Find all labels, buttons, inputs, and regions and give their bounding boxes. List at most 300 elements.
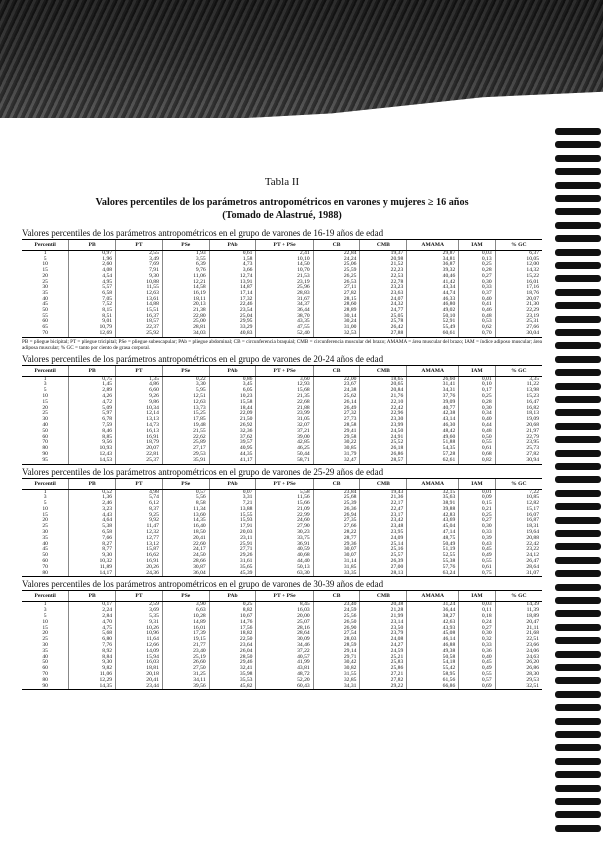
table-cell: 6,39 (162, 262, 209, 268)
table-cell: 0,49 (459, 666, 495, 672)
spiral-ring (555, 798, 601, 805)
table-cell: 3,69 (116, 608, 163, 614)
table-cell: 12,21 (162, 280, 209, 286)
table-cell: 19,64 (495, 530, 542, 536)
column-header: PT + PSe (256, 478, 313, 489)
table-cell: 2,46 (69, 501, 116, 507)
table-cell: 22,84 (313, 251, 360, 257)
table-cell: 52,20 (256, 678, 313, 684)
spiral-ring (555, 235, 601, 242)
table-cell: 10,28 (162, 614, 209, 620)
table-cell: 27,71 (209, 547, 256, 553)
table-footnote: PB = pliegue bicipital; PT = pliegue tricipital; PSe = pliegue subescapular; PAb = pliegue abdominal; CB = circunferencia braquial; CMB = circunferencia muscular del brazo; AMAMA = área muscular del brazo; IAM = índice adiposo muscular; área adiposa muscular; % GC = tanto por ciento de grasa corporal. (22, 338, 542, 351)
spiral-ring (555, 731, 601, 738)
table-cell: 10,70 (256, 268, 313, 274)
table-cell: 2,84 (69, 614, 116, 620)
table-cell: 0,27 (459, 626, 495, 632)
table-cell: 12,51 (162, 394, 209, 400)
table-cell: 10,34 (116, 406, 163, 412)
table-cell: 24,36 (116, 571, 163, 577)
table-cell: 29,14 (313, 649, 360, 655)
table-cell: 27,32 (313, 411, 360, 417)
table-cell: 31,00 (313, 325, 360, 331)
table-cell: 25,62 (313, 394, 360, 400)
table-cell: 6,78 (69, 417, 116, 423)
table-cell: 31,85 (313, 565, 360, 571)
table-cell: 25,68 (313, 495, 360, 501)
table-cell: 26,14 (313, 400, 360, 406)
table-cell: 26,47 (495, 559, 542, 565)
spiral-ring (555, 597, 601, 604)
table-cell: 20,18 (116, 672, 163, 678)
table-cell: 0,55 (459, 440, 495, 446)
table-cell: 27,82 (495, 452, 542, 458)
table-cell: 42,85 (256, 440, 313, 446)
percentile-table (22, 590, 542, 690)
table-cell: 28,03 (313, 637, 360, 643)
table-cell: 10,79 (69, 325, 116, 331)
table-cell: 26,39 (360, 559, 407, 565)
table-cell: 22,09 (209, 411, 256, 417)
spiral-ring (555, 785, 601, 792)
table-cell: 9,76 (162, 268, 209, 274)
table-cell: 10,96 (116, 631, 163, 637)
table-cell: 23,95 (495, 440, 542, 446)
spiral-ring (555, 128, 601, 135)
table-row (22, 571, 542, 577)
table-cell: 0,86 (209, 376, 256, 382)
table-cell: 17,16 (495, 285, 542, 291)
table-cell: 16,87 (495, 518, 542, 524)
table-cell: 37,76 (407, 394, 459, 400)
table-cell: 46,30 (407, 423, 459, 429)
table-cell: 44,35 (209, 452, 256, 458)
spiral-ring (555, 718, 601, 725)
table-cell: 42,38 (407, 411, 459, 417)
table-cell: 50,49 (407, 542, 459, 548)
table-cell: 22,00 (313, 376, 360, 382)
table-cell: 42,83 (407, 513, 459, 519)
table-cell: 37,22 (256, 649, 313, 655)
table-cell: 9,30 (69, 660, 116, 666)
table-cell: 25 (42, 636, 48, 643)
table-cell: 40 (42, 653, 48, 660)
table-cell: 26,60 (407, 376, 459, 382)
table-cell: 95 (22, 458, 69, 464)
spiral-ring (555, 584, 601, 591)
table-row (22, 684, 542, 690)
table-cell: 8,51 (69, 314, 116, 320)
table-cell: 26,60 (162, 660, 209, 666)
table-cell: 16,62 (116, 553, 163, 559)
table-cell: 22,81 (116, 452, 163, 458)
table-cell: 18,50 (162, 530, 209, 536)
table-cell: 0,75 (69, 376, 116, 382)
table-cell: 29,87 (407, 251, 459, 257)
table-cell: 5,56 (162, 495, 209, 501)
percentile-table (22, 365, 542, 465)
table-cell: 25,86 (360, 666, 407, 672)
table-cell: 0,61 (459, 565, 495, 571)
table-cell: 40,46 (407, 274, 459, 280)
table-cell: 27,35 (313, 518, 360, 524)
table-cell: 28,89 (313, 308, 360, 314)
table-cell: 30,85 (313, 446, 360, 452)
table-cell: 9,30 (116, 274, 163, 280)
table-cell: 32,51 (495, 684, 542, 690)
table-cell: 12,29 (69, 678, 116, 684)
table-cell: 27,66 (495, 325, 542, 331)
table-cell: 34,46 (256, 643, 313, 649)
table-cell: 0,33 (459, 643, 495, 649)
table-cell: 0,34 (459, 411, 495, 417)
spiral-ring (555, 758, 601, 765)
table-cell: 1 (43, 488, 47, 495)
table-cell: 0,97 (69, 251, 116, 257)
table-cell: 23,63 (360, 291, 407, 297)
column-header: IAM (459, 591, 495, 602)
table-cell: 0,21 (459, 507, 495, 513)
column-header: IAM (459, 365, 495, 376)
table-cell: 32,85 (313, 678, 360, 684)
table-cell: 45,82 (209, 684, 256, 690)
table-cell: 0,49 (459, 553, 495, 559)
table-cell: 27,88 (360, 331, 407, 337)
table-cell: 4,54 (69, 274, 116, 280)
table-cell: 34,11 (162, 678, 209, 684)
table-cell: 39,09 (407, 400, 459, 406)
table-cell: 35,65 (209, 565, 256, 571)
spiral-ring (555, 811, 601, 818)
table-cell: 37,62 (209, 435, 256, 441)
table-cell: 30 (42, 416, 48, 423)
spiral-ring (555, 289, 601, 296)
table-cell: 14,73 (116, 423, 163, 429)
table-cell: 55,49 (407, 325, 459, 331)
table-cell: 26,42 (360, 325, 407, 331)
table-cell: 0,43 (459, 542, 495, 548)
table-cell: 23,19 (495, 314, 542, 320)
table-cell: 20,65 (360, 382, 407, 388)
table-cell: 9,26 (116, 394, 163, 400)
table-cell: 25,37 (116, 458, 163, 464)
table-cell: 7,22 (495, 489, 542, 495)
table-cell: 3,30 (162, 382, 209, 388)
table-cell: 19,09 (495, 417, 542, 423)
table-cell: 35,63 (407, 495, 459, 501)
table-cell: 60 (42, 558, 48, 565)
table-cell: 15 (42, 398, 48, 405)
table-cell: 11,22 (495, 382, 542, 388)
table-cell: 50,13 (256, 565, 313, 571)
table-cell: 80 (42, 445, 48, 452)
table-cell: 12,69 (69, 331, 116, 337)
table-cell: 29,26 (209, 553, 256, 559)
table-cell: 0,17 (459, 388, 495, 394)
table-cell: 21,36 (360, 495, 407, 501)
table-cell: 18,31 (495, 524, 542, 530)
table-cell: 21,55 (162, 429, 209, 435)
table-cell: 16,91 (116, 435, 163, 441)
table-cell: 0,07 (209, 489, 256, 495)
table-cell: 5,95 (162, 388, 209, 394)
table-cell: 28,81 (162, 325, 209, 331)
table-cell: 21,28 (360, 608, 407, 614)
table-cell: 25,78 (360, 319, 407, 325)
table-row (22, 458, 542, 464)
table-header-row (22, 365, 542, 376)
table-cell: 24,06 (495, 649, 542, 655)
table-cell: 29,53 (495, 678, 542, 684)
table-cell: 50,10 (407, 314, 459, 320)
table-cell: 34,31 (313, 684, 360, 690)
table-cell: 5 (43, 387, 47, 394)
title-line-1: Valores percentiles de los parámetros antropométricos en varones y mujeres ≥ 16 años (95, 197, 469, 208)
table-cell: 5 (43, 613, 47, 620)
table-cell: 26,90 (313, 626, 360, 632)
table-cell: 12,00 (495, 262, 542, 268)
table-cell: 39,00 (256, 435, 313, 441)
table-cell: 7,76 (69, 643, 116, 649)
table-cell: 28,59 (313, 643, 360, 649)
spiral-ring (555, 249, 601, 256)
table-cell: 35 (42, 647, 48, 654)
table-cell: 40,83 (209, 331, 256, 337)
table-cell: 1,93 (162, 251, 209, 257)
column-header: CB (313, 478, 360, 489)
table-cell: 28,22 (313, 530, 360, 536)
table-cell: 21,11 (495, 626, 542, 632)
table-cell: 40,57 (256, 655, 313, 661)
table-cell: 4,75 (69, 626, 116, 632)
table-cell: 8,58 (162, 501, 209, 507)
table-cell: 16,01 (495, 280, 542, 286)
table-cell: 0,46 (459, 308, 495, 314)
table-cell: 12,14 (116, 411, 163, 417)
table-cell: 20,00 (256, 614, 313, 620)
table-cell: 23,66 (495, 643, 542, 649)
table-cell: 22,46 (209, 302, 256, 308)
spiral-ring (555, 222, 601, 229)
table-cell: 26,86 (360, 452, 407, 458)
table-cell: 60,43 (256, 684, 313, 690)
table-cell: 38,27 (407, 614, 459, 620)
table-header-row (22, 478, 542, 489)
spiral-ring (555, 208, 601, 215)
table-cell: 51,88 (407, 440, 459, 446)
table-cell: 30,87 (162, 565, 209, 571)
table-cell: 28,64 (495, 565, 542, 571)
table-cell: 1 (43, 601, 47, 608)
table-cell: 18,76 (495, 291, 542, 297)
table-cell: 15,23 (495, 394, 542, 400)
section-title: Valores percentiles de los parámetros antropométricos en el grupo de varones de 20-24 años de edad (22, 353, 384, 364)
table-cell: 23,17 (360, 513, 407, 519)
table-cell: 0,11 (459, 608, 495, 614)
table-cell: 4,72 (69, 400, 116, 406)
table-cell: 40 (42, 295, 48, 302)
table-cell: 24,24 (313, 257, 360, 263)
table-cell: 3 (43, 607, 47, 614)
table-cell: 25,39 (313, 501, 360, 507)
table-cell: 60 (42, 318, 48, 325)
table-cell: 23,14 (360, 620, 407, 626)
table-cell: 45,39 (209, 571, 256, 577)
spiral-ring (555, 316, 601, 323)
table-cell: 9,82 (69, 666, 116, 672)
table-cell: 8,77 (69, 547, 116, 553)
table-cell: 14,35 (69, 684, 116, 690)
table-cell: 13,98 (495, 388, 542, 394)
spiral-ring (555, 409, 601, 416)
table-cell: 36,91 (256, 542, 313, 548)
table-cell: 13,13 (116, 417, 163, 423)
table-cell: 4,95 (69, 280, 116, 286)
table-cell: 10,32 (69, 559, 116, 565)
table-cell: 66,86 (407, 684, 459, 690)
table-cell: 23,79 (360, 631, 407, 637)
table-cell: 21,88 (256, 406, 313, 412)
table-cell: 2,24 (69, 608, 116, 614)
table-cell: 25,07 (256, 620, 313, 626)
column-header: CB (313, 365, 360, 376)
spiral-ring (555, 342, 601, 349)
table-cell: 16,91 (116, 559, 163, 565)
table-cell: 26,92 (209, 423, 256, 429)
table-cell: 0,24 (459, 620, 495, 626)
spiral-ring (555, 637, 601, 644)
table-cell: 27,82 (313, 291, 360, 297)
table-cell: 5 (43, 255, 47, 262)
table-cell: 6,12 (116, 501, 163, 507)
scan-shadow-top (0, 0, 603, 135)
table-cell: 46,88 (407, 643, 459, 649)
column-header: PT + PSe (256, 365, 313, 376)
table-cell: 47,14 (407, 530, 459, 536)
table-cell: 23,50 (360, 626, 407, 632)
table-cell: 19,48 (162, 423, 209, 429)
table-cell: 1 (43, 375, 47, 382)
table-cell: 28,15 (313, 297, 360, 303)
table-cell: 48,42 (407, 429, 459, 435)
table-cell: 26,20 (495, 660, 542, 666)
table-cell: 0,30 (459, 524, 495, 530)
table-cell: 0,48 (459, 314, 495, 320)
table-cell: 30,09 (256, 637, 313, 643)
table-cell: 22,10 (360, 400, 407, 406)
table-cell: 12,63 (116, 291, 163, 297)
table-cell: 39,32 (407, 268, 459, 274)
table-cell: 51,19 (407, 547, 459, 553)
table-cell: 21,53 (256, 274, 313, 280)
table-cell: 33,29 (209, 325, 256, 331)
table-cell: 20 (42, 272, 48, 279)
spiral-ring (555, 356, 601, 363)
table-cell: 0,70 (459, 331, 495, 337)
table-cell: 22,17 (360, 501, 407, 507)
table-cell: 26,49 (313, 406, 360, 412)
table-cell: 22,42 (495, 542, 542, 548)
table-cell: 28,66 (162, 559, 209, 565)
table-cell: 0,40 (459, 297, 495, 303)
column-header: Percentil (22, 591, 69, 602)
table-cell: 49,02 (407, 308, 459, 314)
table-cell: 30,07 (313, 547, 360, 553)
table-cell: 20,41 (116, 678, 163, 684)
table-cell: 24,63 (495, 655, 542, 661)
table-cell: 62,61 (407, 458, 459, 464)
table-cell: 70 (42, 563, 48, 570)
table-cell: 15 (42, 624, 48, 631)
table-cell: 10,23 (209, 394, 256, 400)
table-cell: 5,57 (69, 285, 116, 291)
table-cell: 3,49 (116, 257, 163, 263)
table-cell: 25,14 (360, 542, 407, 548)
spiral-ring (555, 155, 601, 162)
table-cell: 80 (42, 676, 48, 683)
table-cell: 9,56 (69, 440, 116, 446)
table-cell: 29,71 (313, 655, 360, 661)
table-cell: 15,66 (256, 501, 313, 507)
column-header: % GC (495, 365, 542, 376)
table-cell: 3,60 (256, 376, 313, 382)
spiral-ring (555, 825, 601, 832)
table-cell: 14,58 (162, 285, 209, 291)
spiral-ring (555, 329, 601, 336)
table-cell: 31,55 (313, 672, 360, 678)
table-cell: 28,16 (256, 626, 313, 632)
table-cell: 46,14 (407, 637, 459, 643)
table-cell: 15 (42, 511, 48, 518)
table-cell: 15,93 (209, 518, 256, 524)
table-cell: 17,32 (209, 297, 256, 303)
table-cell: 7,59 (69, 423, 116, 429)
table-cell: 50 (42, 307, 48, 314)
table-cell: 9,92 (116, 518, 163, 524)
table-cell: 12,66 (116, 643, 163, 649)
table-cell: 22,50 (209, 637, 256, 643)
table-cell: 42,63 (407, 620, 459, 626)
table-cell: 11,47 (116, 524, 163, 530)
table-cell: 58,95 (407, 672, 459, 678)
table-cell: 0,32 (459, 637, 495, 643)
table-cell: 20,03 (209, 530, 256, 536)
table-cell: 13,60 (162, 513, 209, 519)
table-cell: 4,86 (116, 382, 163, 388)
table-cell: 46,33 (407, 297, 459, 303)
table-cell: 70 (42, 671, 48, 678)
table-cell: 60 (42, 433, 48, 440)
table-cell: 3,55 (162, 257, 209, 263)
table-cell: 8,37 (116, 507, 163, 513)
table-cell: 31,25 (162, 672, 209, 678)
column-header: PT + PSe (256, 240, 313, 251)
table-cell: 14,87 (209, 285, 256, 291)
table-cell: 22,29 (495, 308, 542, 314)
table-cell: 25,96 (256, 285, 313, 291)
table-cell: 27,11 (313, 285, 360, 291)
table-cell: 23,99 (360, 423, 407, 429)
table-cell: 20,68 (495, 423, 542, 429)
table-cell: 37,21 (256, 429, 313, 435)
table-cell: 23,30 (360, 417, 407, 423)
table-cell: 29,36 (313, 542, 360, 548)
table-cell: 25 (42, 410, 48, 417)
spiral-ring (555, 651, 601, 658)
table-cell: 0,28 (459, 400, 495, 406)
table-cell: 12,63 (162, 400, 209, 406)
table-cell: 23,67 (313, 382, 360, 388)
